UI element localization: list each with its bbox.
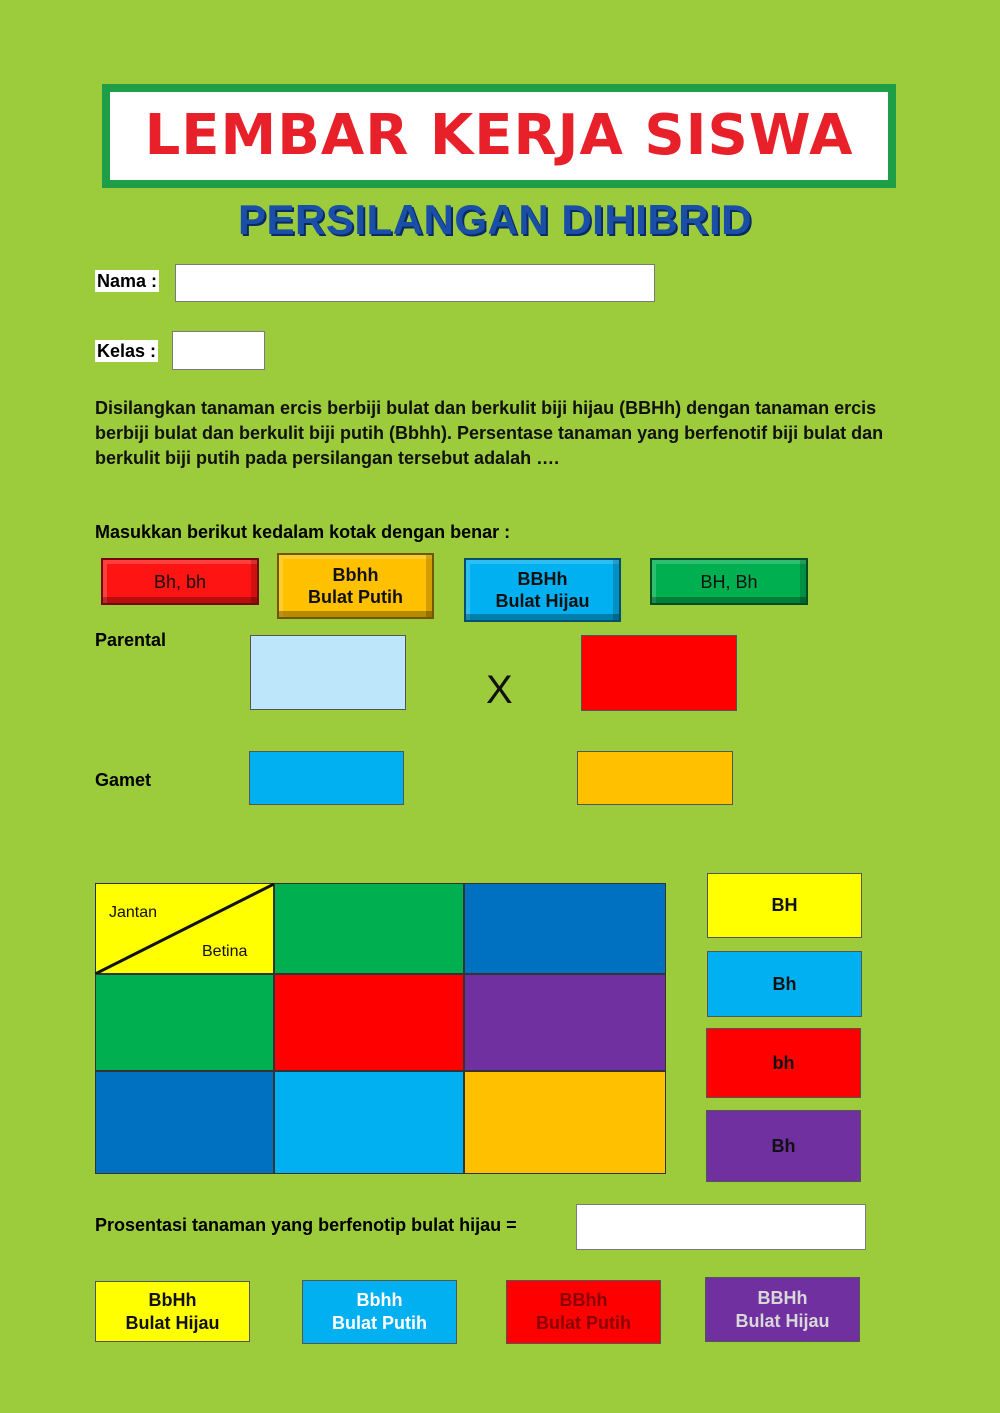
tile-label: Bh [771,1135,796,1156]
gamete-tile-bh-red[interactable] [706,1028,861,1098]
punnett-corner [95,883,274,974]
class-input[interactable] [172,331,265,370]
answer-chip-bh-bh[interactable] [101,558,259,605]
worksheet-subtitle: PERSILANGAN DIHIBRID [237,196,753,243]
answer-chip-bbhh-hijau[interactable] [464,558,621,622]
genotype-tile-bbhh-red[interactable] [506,1280,661,1344]
tile-phenotype: Bulat Hijau [125,1312,220,1333]
class-label: Kelas : [97,341,157,361]
tile-genotype: Bbhh [356,1290,403,1310]
punnett-cell-1-2[interactable] [464,974,666,1071]
chip-phenotype: Bulat Hijau [495,591,590,611]
question-text: Disilangkan tanaman ercis berbiji bulat dan berkulit biji hijau (BBHh) dengan tanaman ercis berbiji bulat dan berkulit biji putih (Bbhh). Persentase tanaman yang berfenotif biji bulat dan berkulit biji putih pada persilangan tersebut adalah …. [95,398,884,468]
tile-label: bh [772,1052,795,1073]
corner-betina-label: Betina [202,943,248,960]
tile-genotype: BBhh [559,1290,608,1310]
genotype-tile-bbhh-yellow[interactable] [95,1281,250,1342]
genotype-tile-bbhh-blue[interactable] [302,1280,457,1344]
parental-drop-box-1[interactable] [250,635,406,710]
result-label: Prosentasi tanaman yang berfenotip bulat hijau = [95,1215,517,1235]
corner-jantan-label: Jantan [109,904,158,921]
gamete-tile-bh-purple[interactable] [706,1110,861,1182]
answer-chip-bh-bh-green[interactable] [650,558,808,605]
instruction-text: Masukkan berikut kedalam kotak dengan benar : [95,522,511,542]
punnett-cell-1-1[interactable] [274,974,464,1071]
answer-chip-bbhh[interactable] [277,553,434,619]
worksheet-title: LEMBAR KERJA SISWA [144,103,854,168]
chip-genotype: Bbhh [332,565,379,585]
parental-label: Parental [95,630,167,650]
chip-phenotype: Bulat Putih [308,587,403,607]
gamete-tile-bh-blue[interactable] [707,951,862,1017]
genotype-tile-bbhh-purple[interactable] [705,1277,860,1342]
tile-phenotype: Bulat Putih [332,1313,427,1333]
gamete-label: Gamet [95,770,152,790]
gamete-drop-box-1[interactable] [249,751,404,805]
name-input[interactable] [175,264,655,302]
tile-phenotype: Bulat Putih [536,1313,631,1333]
result-input[interactable] [576,1204,866,1250]
gamete-drop-box-2[interactable] [577,751,733,805]
title-banner [102,84,896,188]
punnett-cell-2-2[interactable] [464,1071,666,1174]
cross-symbol: X [486,668,513,712]
tile-phenotype: Bulat Hijau [735,1310,830,1331]
tile-genotype: BBHh [757,1287,808,1308]
name-label: Nama : [97,271,158,291]
punnett-cell-2-1[interactable] [274,1071,464,1174]
punnett-header-female-1[interactable] [95,974,274,1071]
chip-label: Bh, bh [153,571,207,592]
punnett-header-male-1[interactable] [274,883,464,974]
punnett-header-female-2[interactable] [95,1071,274,1174]
parental-drop-box-2[interactable] [581,635,737,711]
punnett-header-male-2[interactable] [464,883,666,974]
chip-genotype: BBHh [517,569,568,589]
tile-label: Bh [772,973,797,994]
chip-label: BH, Bh [700,571,758,592]
tile-label: BH [771,895,798,915]
tile-genotype: BbHh [148,1289,197,1310]
gamete-tile-bh-yellow[interactable] [707,873,862,938]
